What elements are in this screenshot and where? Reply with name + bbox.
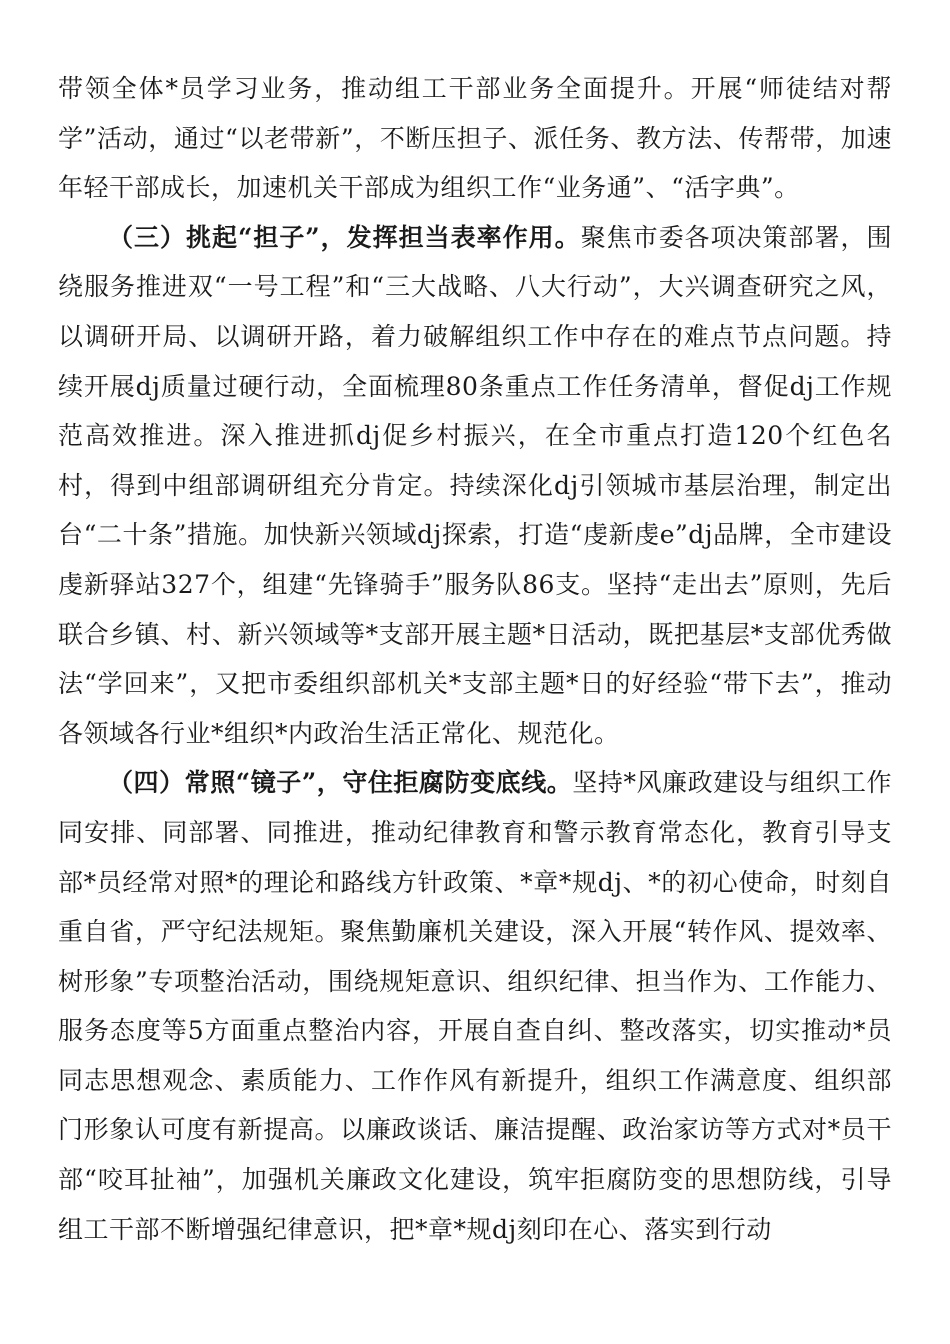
paragraph-continuation <box>58 64 892 213</box>
section-heading: （四）常照“镜子”，守住拒腐防变底线。 <box>108 768 573 798</box>
paragraph-body: 带领全体*员学习业务，推动组工干部业务全面提升。开展“师徒结对帮学”活动，通过“以老带新”，不断压担子、派任务、教方法、传帮带，加速年轻干部成长，加速机关干部成为组织工作“业务通”、“活字典”。 <box>58 74 892 203</box>
paragraph-body: 聚焦市委各项决策部署，围绕服务推进双“一号工程”和“三大战略、八大行动”，大兴调查研究之风，以调研开局、以调研开路，着力破解组织工作中存在的难点节点问题。持续开展dj质量过硬行动，全面梳理80条重点工作任务清单，督促dj工作规范高效推进。深入推进抓dj促乡村振兴，在全市重点打造120个红色名村，得到中组部调研组充分肯定。持续深化dj引领城市基层治理，制定出台“二十条”措施。加快新兴领域dj探索，打造“虔新虔e”dj品牌，全市建设虔新驿站327个，组建“先锋骑手”服务队86支。坚持“走出去”原则，先后联合乡镇、村、新兴领域等*支部开展主题*日活动，既把基层*支部优秀做法“学回来”，又把市委组织部机关*支部主题*日的好经验“带下去”，推动各领域各行业*组织*内政治生活正常化、规范化。 <box>58 222 892 748</box>
paragraph-section-three <box>58 213 892 759</box>
section-heading: （三）挑起“担子”，发挥担当表率作用。 <box>108 222 581 252</box>
document-page <box>58 64 892 1254</box>
paragraph-body: 坚持*风廉政建设与组织工作同安排、同部署、同推进，推动纪律教育和警示教育常态化，教育引导支部*员经常对照*的理论和路线方针政策、*章*规dj、*的初心使命，时刻自重自省，严守纪法规矩。聚焦勤廉机关建设，深入开展“转作风、提效率、树形象”专项整治活动，围绕规矩意识、组织纪律、担当作为、工作能力、服务态度等5方面重点整治内容，开展自查自纠、整改落实，切实推动*员同志思想观念、素质能力、工作作风有新提升，组织工作满意度、组织部门形象认可度有新提高。以廉政谈话、廉洁提醒、政治家访等方式对*员干部“咬耳扯袖”，加强机关廉政文化建设，筑牢拒腐防变的思想防线，引导组工干部不断增强纪律意识，把*章*规dj刻印在心、落实到行动 <box>58 768 892 1244</box>
paragraph-section-four <box>58 758 892 1254</box>
